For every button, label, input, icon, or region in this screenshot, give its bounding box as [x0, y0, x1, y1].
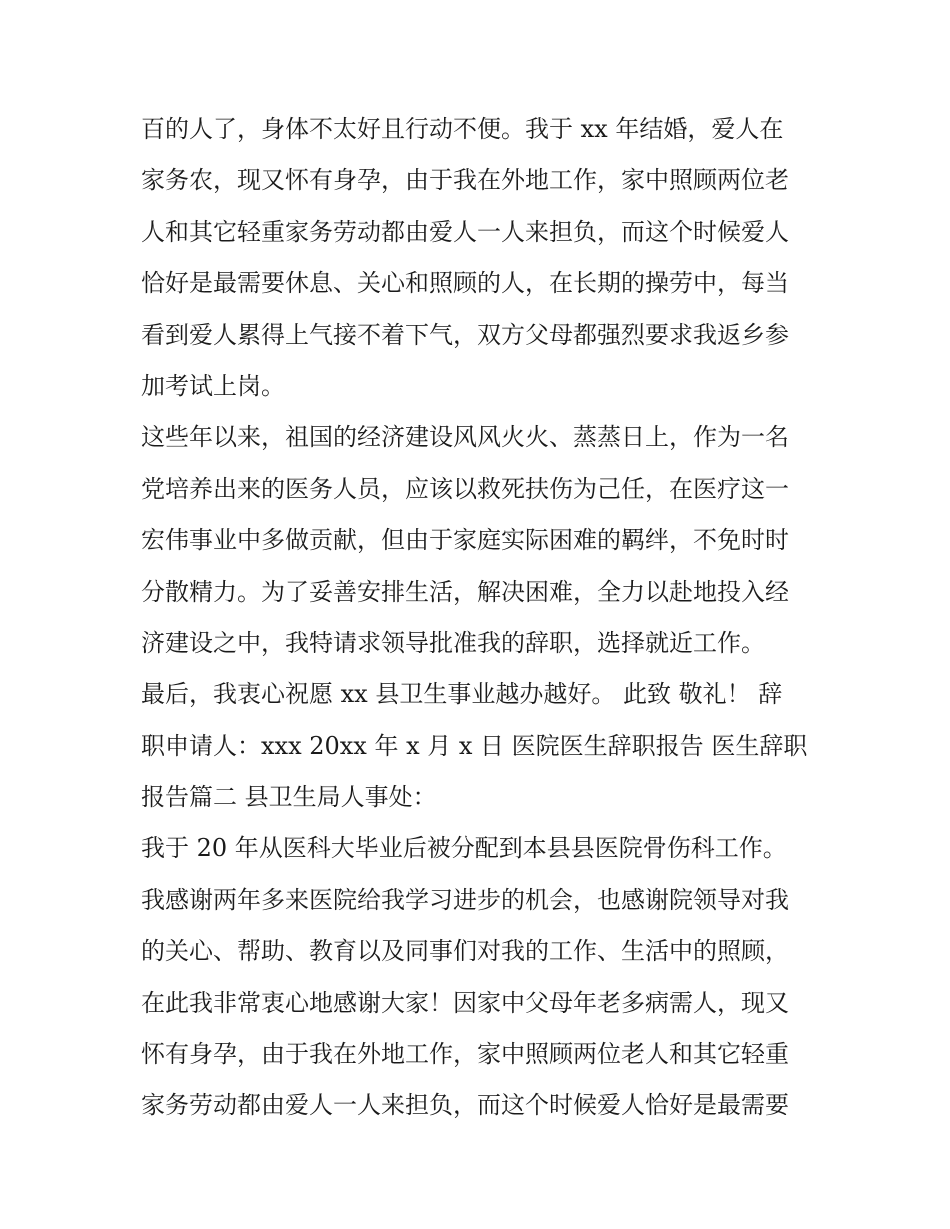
- body-text: [141, 104, 821, 1132]
- text-line: 职申请人：xxx 20xx 年 x 月 x 日 医院医生辞职报告 医生辞职: [141, 731, 808, 760]
- text-line: 怀有身孕，由于我在外地工作，家中照顾两位老人和其它轻重: [141, 1040, 789, 1069]
- text-line: 宏伟事业中多做贡献，但由于家庭实际困难的羁绊，不免时时: [141, 526, 789, 555]
- text-line: 这些年以来，祖国的经济建设风风火火、蒸蒸日上，作为一名: [141, 423, 789, 452]
- text-line: 家务劳动都由爱人一人来担负，而这个时候爱人恰好是最需要: [141, 1091, 789, 1120]
- text-line: 党培养出来的医务人员，应该以救死扶伤为己任，在医疗这一: [141, 474, 789, 503]
- text-line: 济建设之中，我特请求领导批准我的辞职，选择就近工作。: [141, 628, 765, 657]
- text-line: 看到爱人累得上气接不着下气，双方父母都强烈要求我返乡参: [141, 320, 789, 349]
- text-line: 人和其它轻重家务劳动都由爱人一人来担负，而这个时候爱人: [141, 217, 789, 246]
- text-line: 我感谢两年多来医院给我学习进步的机会，也感谢院领导对我: [141, 885, 789, 914]
- text-line: 在此我非常衷心地感谢大家！因家中父母年老多病需人，现又: [141, 988, 789, 1017]
- text-line: 我于 20 年从医科大毕业后被分配到本县县医院骨伤科工作。: [141, 834, 787, 863]
- text-line: 的关心、帮助、教育以及同事们对我的工作、生活中的照顾，: [141, 937, 789, 966]
- text-line: 加考试上岗。: [141, 371, 285, 400]
- text-line: 分散精力。为了妥善安排生活，解决困难，全力以赴地投入经: [141, 577, 789, 606]
- text-line: 百的人了，身体不太好且行动不便。我于 xx 年结婚，爱人在: [141, 115, 784, 143]
- text-line: 最后，我衷心祝愿 xx 县卫生事业越办越好。 此致 敬礼！ 辞: [141, 680, 783, 709]
- text-line: 家务农，现又怀有身孕，由于我在外地工作，家中照顾两位老: [141, 166, 789, 195]
- text-line: 报告篇二 县卫生局人事处：: [141, 783, 437, 812]
- text-line: 恰好是最需要休息、关心和照顾的人，在长期的操劳中，每当: [141, 269, 789, 298]
